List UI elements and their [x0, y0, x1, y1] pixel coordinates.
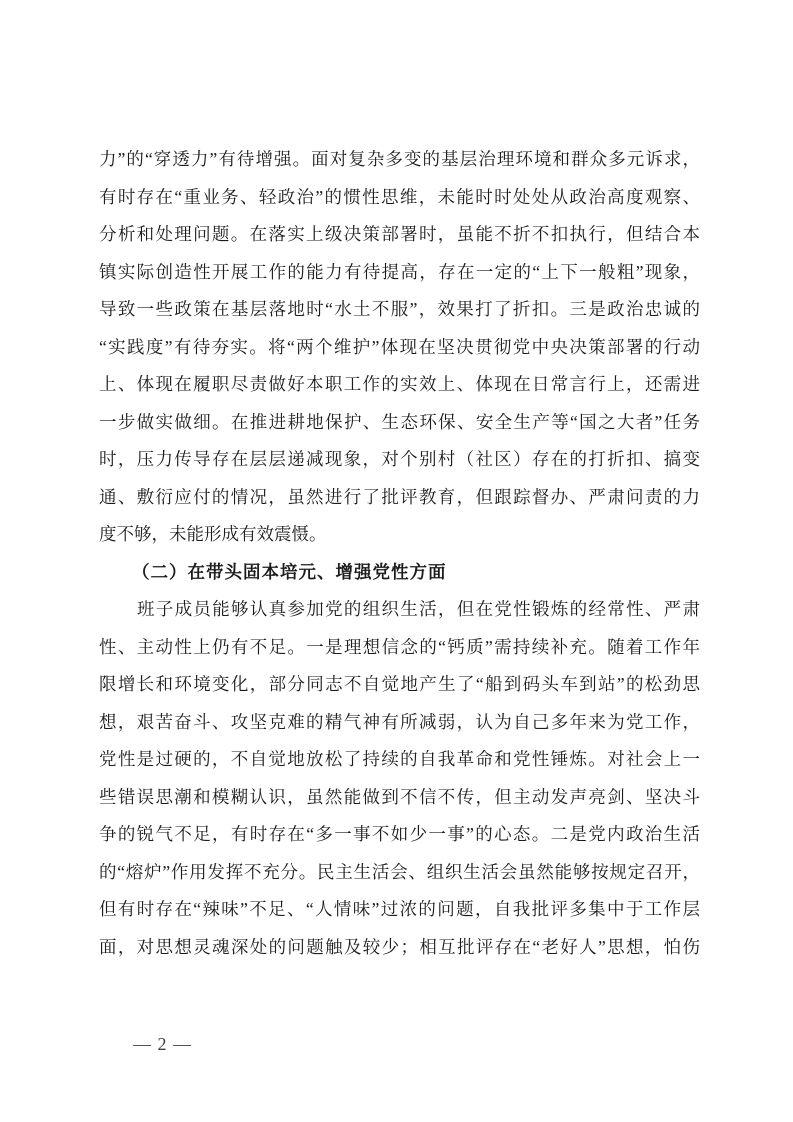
- text-line: 镇实际创造性开展工作的能力有待提高，存在一定的“上下一般粗”现象，: [99, 261, 700, 282]
- text-line: 力”的“穿透力”有待增强。面对复杂多变的基层治理环境和群众多元诉求，: [99, 149, 700, 169]
- text-line: 但有时存在“辣味”不足、“人情味”过浓的问题，自我批评多集中于工作层: [99, 899, 700, 919]
- text-line: 面，对思想灵魂深处的问题触及较少；相互批评存在“老好人”思想，怕伤: [99, 936, 700, 957]
- text-line: 导致一些政策在基层落地时“水土不服”，效果打了折扣。三是政治忠诚的: [99, 299, 700, 319]
- section-heading: （二）在带头固本培元、增强党性方面: [132, 561, 447, 582]
- text-line: “实践度”有待夯实。将“两个维护”体现在坚决贯彻党中央决策部署的行动: [99, 336, 700, 357]
- text-line: 分析和处理问题。在落实上级决策部署时，虽能不折不扣执行，但结合本: [99, 224, 700, 244]
- text-line: 性、主动性上仍有不足。一是理想信念的“钙质”需持续补充。随着工作年: [99, 636, 700, 657]
- text-line: 通、敷衍应付的情况，虽然进行了批评教育，但跟踪督办、严肃问责的力: [99, 486, 700, 507]
- page-number: — 2 —: [133, 1034, 192, 1054]
- text-line: 有时存在“重业务、轻政治”的惯性思维，未能时时处处从政治高度观察、: [99, 186, 700, 207]
- text-line: 一步做实做细。在推进耕地保护、生态环保、安全生产等“国之大者”任务: [99, 411, 700, 432]
- text-line: 限增长和环境变化，部分同志不自觉地产生了“船到码头车到站”的松劲思: [99, 674, 700, 694]
- text-line: 些错误思潮和模糊认识，虽然能做到不信不传，但主动发声亮剑、坚决斗: [99, 786, 700, 807]
- document-body: [99, 141, 700, 966]
- paragraph-end-line: 度不够，未能形成有效震慑。: [99, 524, 327, 544]
- text-line: 的“熔炉”作用发挥不充分。民主生活会、组织生活会虽然能够按规定召开，: [99, 861, 700, 882]
- text-line: 时，压力传导存在层层递减现象，对个别村（社区）存在的打折扣、搞变: [99, 449, 700, 469]
- text-line: 想，艰苦奋斗、攻坚克难的精气神有所减弱，认为自己多年来为党工作，: [99, 711, 700, 732]
- paragraph-start-line: 班子成员能够认真参加党的组织生活，但在党性锻炼的经常性、严肃: [137, 599, 700, 619]
- text-line: 上、体现在履职尽责做好本职工作的实效上、体现在日常言行上，还需进: [99, 374, 700, 394]
- text-line: 争的锐气不足，有时存在“多一事不如少一事”的心态。二是党内政治生活: [99, 824, 700, 844]
- text-line: 党性是过硬的，不自觉地放松了持续的自我革命和党性锤炼。对社会上一: [99, 749, 700, 769]
